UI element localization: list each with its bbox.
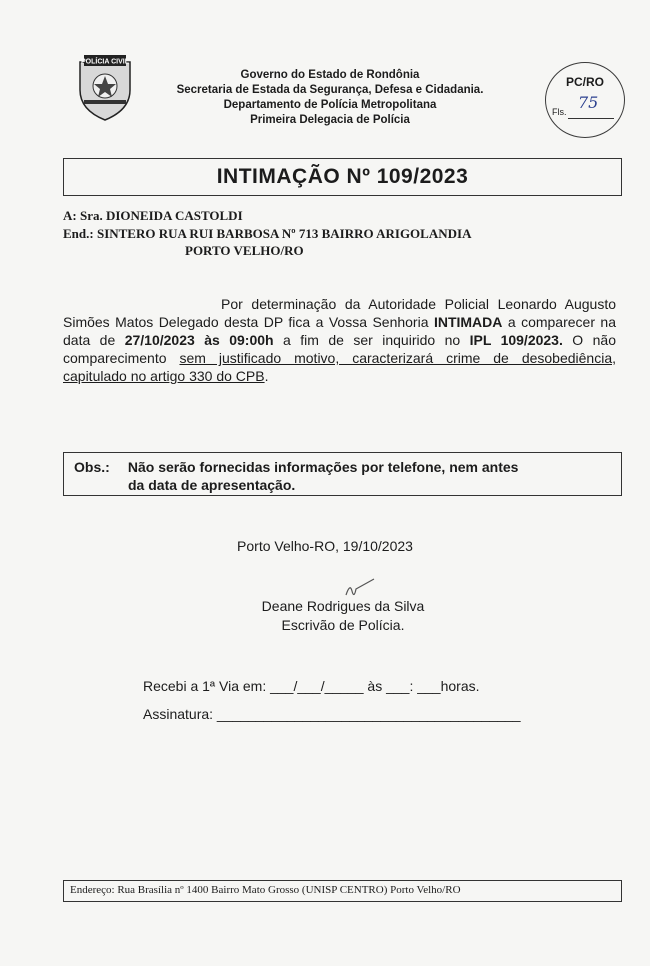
- police-crest-logo: [74, 52, 136, 122]
- title-box: [63, 158, 622, 196]
- crest-text: POLÍCIA CIVIL: [81, 58, 129, 66]
- institution-header: [140, 68, 520, 128]
- body-underlined-warning: sem justificado motivo, caracterizará crime de desobediência, capitulado no artigo 330 do CPB: [63, 350, 616, 384]
- stamp-line: [568, 118, 614, 119]
- body-part3: a fim de ser inquirido no: [273, 332, 470, 348]
- header-line-government: Governo do Estado de Rondônia: [240, 69, 420, 81]
- footer-box: [63, 880, 622, 902]
- page-number-stamp: [545, 62, 625, 138]
- body-part2: a comparecer na data de: [63, 314, 616, 348]
- header-line-secretariat: Secretaria de Estada da Segurança, Defesa e Cidadania.: [176, 84, 484, 96]
- stamp-page-number: 75: [578, 93, 599, 112]
- body-intimada: INTIMADA: [433, 314, 503, 330]
- signatory-role: Escrivão de Polícia.: [281, 617, 405, 633]
- body-ipl: IPL 109/2023.: [469, 332, 563, 348]
- obs-label: Obs.:: [74, 459, 110, 475]
- obs-text-line1: Não serão fornecidas informações por telefone, nem antes: [127, 459, 519, 475]
- recipient-city: PORTO VELHO/RO: [185, 243, 304, 258]
- document-title: INTIMAÇÃO Nº 109/2023: [216, 165, 469, 188]
- body-part4: O não comparecimento: [63, 332, 616, 366]
- recipient-address: End.: SINTERO RUA RUI BARBOSA Nº 713 BAIRRO ARIGOLANDIA: [63, 226, 472, 241]
- summons-paragraph: [63, 295, 616, 385]
- signatory-name: Deane Rodrigues da Silva: [261, 598, 425, 614]
- header-line-department: Departamento de Polícia Metropolitana: [223, 99, 437, 111]
- receipt-date-line: Recebi a 1ª Via em: ___/___/_____ às ___: ___horas.: [143, 678, 480, 694]
- obs-text-line2: da data de apresentação.: [128, 477, 296, 493]
- body-part5: .: [264, 368, 269, 384]
- footer-address: Endereço: Rua Brasília nº 1400 Bairro Mato Grosso (UNISP CENTRO) Porto Velho/RO: [70, 884, 461, 896]
- body-intro: Por determinação da Autoridade Policial Leonardo Augusto Simões Matos Delegado desta DP fica a Vossa Senhoria: [63, 296, 616, 330]
- stamp-fls-label: Fls.: [552, 107, 567, 117]
- observation-box: [63, 452, 622, 496]
- recipient-name: A: Sra. DIONEIDA CASTOLDI: [63, 208, 243, 223]
- header-line-delegacy: Primeira Delegacia de Polícia: [250, 114, 410, 126]
- place-date: Porto Velho-RO, 19/10/2023: [237, 538, 413, 554]
- receipt-signature-line: Assinatura: _______________________________________: [143, 706, 521, 722]
- stamp-org: PC/RO: [565, 75, 604, 89]
- body-datetime: 27/10/2023 às 09:00h: [124, 332, 274, 348]
